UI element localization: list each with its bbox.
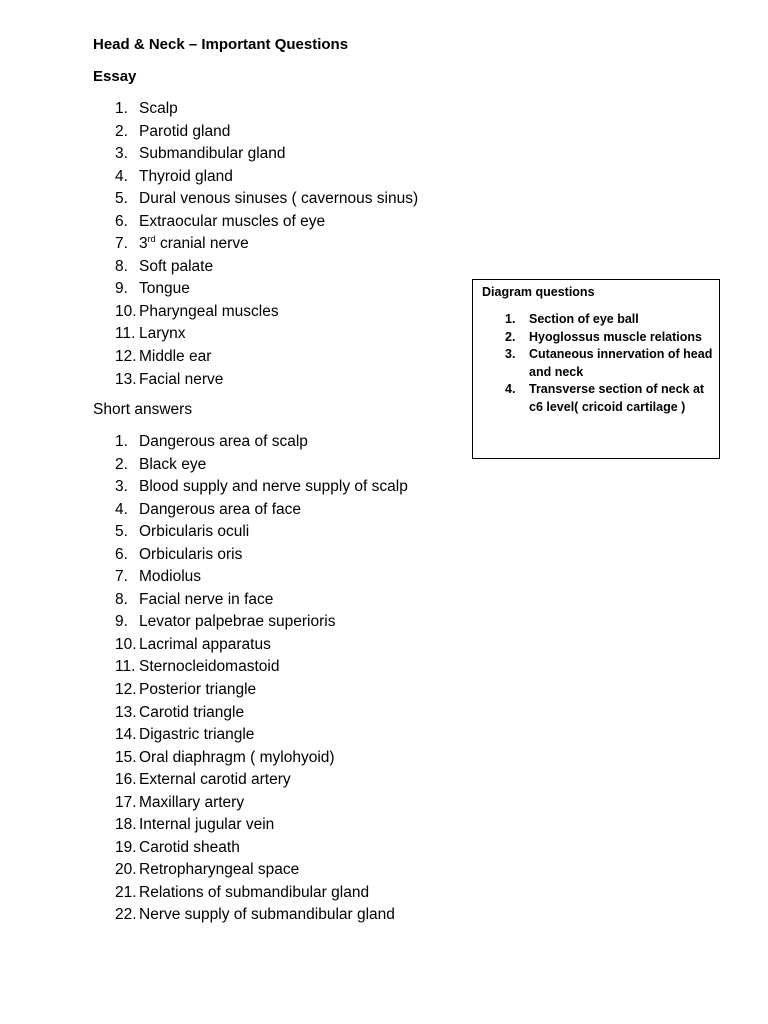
- essay-item-text: Pharyngeal muscles: [139, 302, 279, 320]
- essay-item-text: Parotid gland: [139, 122, 231, 140]
- short-item: 8. Facial nerve in face: [115, 590, 274, 608]
- short-item-text: Retropharyngeal space: [139, 861, 300, 879]
- diagram-item: 1. Section of eye ball: [505, 312, 639, 326]
- essay-item: 9. Tongue: [115, 280, 190, 298]
- essay-item: 1. Scalp: [115, 100, 178, 117]
- short-answer-list: [115, 431, 475, 927]
- short-item: 7. Modiolus: [115, 568, 202, 586]
- short-item-text: Orbicularis oris: [139, 545, 243, 563]
- essay-item-text: Scalp: [139, 100, 178, 117]
- short-item-text: Sternocleidomastoid: [139, 658, 280, 676]
- short-item: 20. Retropharyngeal space: [115, 861, 300, 879]
- short-item: 14. Digastric triangle: [115, 726, 255, 744]
- short-item-text: Nerve supply of submandibular gland: [139, 906, 395, 924]
- essay-item: 4. Thyroid gland: [115, 167, 233, 185]
- diagram-item: 4. Transverse section of neck at c6 level( cricoid cartilage ): [505, 382, 705, 414]
- short-item-text: Oral diaphragm ( mylohyoid): [139, 748, 335, 766]
- diagram-questions-box: [472, 279, 720, 459]
- essay-item: 3. Submandibular gland: [115, 145, 286, 163]
- short-item: 19. Carotid sheath: [115, 838, 240, 856]
- short-item: 18. Internal jugular vein: [115, 816, 275, 834]
- diagram-item: 3. Cutaneous innervation of head and neck: [505, 347, 713, 379]
- short-item-text: Carotid sheath: [139, 838, 240, 856]
- short-item: 17. Maxillary artery: [115, 793, 245, 811]
- essay-item: 11. Larynx: [115, 325, 186, 343]
- short-item-text: Internal jugular vein: [139, 816, 275, 834]
- short-item: 2. Black eye: [115, 455, 207, 473]
- essay-heading: Essay: [93, 68, 137, 85]
- essay-item: 10. Pharyngeal muscles: [115, 302, 279, 320]
- short-item-text: Dangerous area of face: [139, 500, 301, 518]
- short-item: 22. Nerve supply of submandibular gland: [115, 906, 395, 924]
- essay-item: 13. Facial nerve: [115, 370, 224, 388]
- essay-item: 6. Extraocular muscles of eye: [115, 212, 326, 230]
- short-item-text: Posterior triangle: [139, 681, 257, 699]
- essay-question-list: [115, 98, 475, 391]
- short-item: 1. Dangerous area of scalp: [115, 433, 308, 450]
- short-item-text: Dangerous area of scalp: [139, 433, 308, 450]
- short-item: 12. Posterior triangle: [115, 681, 257, 699]
- short-item-text: Maxillary artery: [139, 793, 245, 811]
- diagram-item: 2. Hyoglossus muscle relations: [505, 329, 702, 344]
- ordinal-rest: cranial nerve: [155, 235, 249, 253]
- essay-item-text: Dural venous sinuses ( cavernous sinus): [139, 190, 419, 208]
- short-item-text: Modiolus: [139, 568, 202, 586]
- essay-item: 7. 3rd cranial nerve: [115, 234, 249, 253]
- essay-item-text: [139, 235, 249, 252]
- essay-item-text: Soft palate: [139, 257, 214, 275]
- short-item-text: External carotid artery: [139, 771, 291, 789]
- short-item: 4. Dangerous area of face: [115, 500, 301, 518]
- essay-item-text: Larynx: [139, 325, 186, 343]
- essay-item: 12. Middle ear: [115, 348, 212, 366]
- short-item: 13. Carotid triangle: [115, 703, 245, 721]
- short-item-text: Facial nerve in face: [139, 590, 274, 608]
- short-item-text: Black eye: [139, 455, 207, 473]
- ordinal-suffix: rd: [147, 234, 156, 245]
- short-item: 6. Orbicularis oris: [115, 545, 243, 563]
- diagram-item-text: Section of eye ball: [529, 312, 639, 326]
- short-item-text: Blood supply and nerve supply of scalp: [139, 478, 408, 496]
- essay-item: 8. Soft palate: [115, 257, 214, 275]
- short-item: 11. Sternocleidomastoid: [115, 658, 280, 676]
- short-item-text: Relations of submandibular gland: [139, 883, 370, 901]
- short-item-text: Digastric triangle: [139, 726, 255, 744]
- essay-item-text: Submandibular gland: [139, 145, 286, 163]
- diagram-questions-heading: Diagram questions: [482, 285, 595, 299]
- short-item-text: Orbicularis oculi: [139, 523, 250, 541]
- short-item: 15. Oral diaphragm ( mylohyoid): [115, 748, 335, 766]
- diagram-item-text: Hyoglossus muscle relations: [529, 329, 702, 344]
- short-item: 16. External carotid artery: [115, 771, 291, 789]
- short-item: 5. Orbicularis oculi: [115, 523, 250, 541]
- short-answers-heading: Short answers: [93, 401, 193, 418]
- short-item: 10. Lacrimal apparatus: [115, 635, 271, 653]
- essay-item-text: Facial nerve: [139, 370, 224, 388]
- essay-item: 2. Parotid gland: [115, 122, 231, 140]
- short-item-text: Lacrimal apparatus: [139, 635, 271, 653]
- essay-item: 5. Dural venous sinuses ( cavernous sinus): [115, 190, 419, 208]
- diagram-item-text: Transverse section of neck at c6 level( cricoid cartilage ): [529, 382, 705, 414]
- short-item: 9. Levator palpebrae superioris: [115, 613, 336, 631]
- short-item: 21. Relations of submandibular gland: [115, 883, 370, 901]
- essay-item-text: Thyroid gland: [139, 167, 233, 185]
- short-item-text: Carotid triangle: [139, 703, 245, 721]
- short-item-text: Levator palpebrae superioris: [139, 613, 336, 631]
- essay-item-text: Middle ear: [139, 348, 212, 366]
- essay-item-text: Extraocular muscles of eye: [139, 212, 326, 230]
- essay-item-text: Tongue: [139, 280, 190, 298]
- document-title: Head & Neck – Important Questions: [93, 36, 349, 53]
- diagram-item-text: Cutaneous innervation of head and neck: [529, 347, 713, 379]
- diagram-question-list: [505, 311, 715, 416]
- short-item: 3. Blood supply and nerve supply of scalp: [115, 478, 408, 496]
- ordinal-number: 3: [139, 235, 148, 253]
